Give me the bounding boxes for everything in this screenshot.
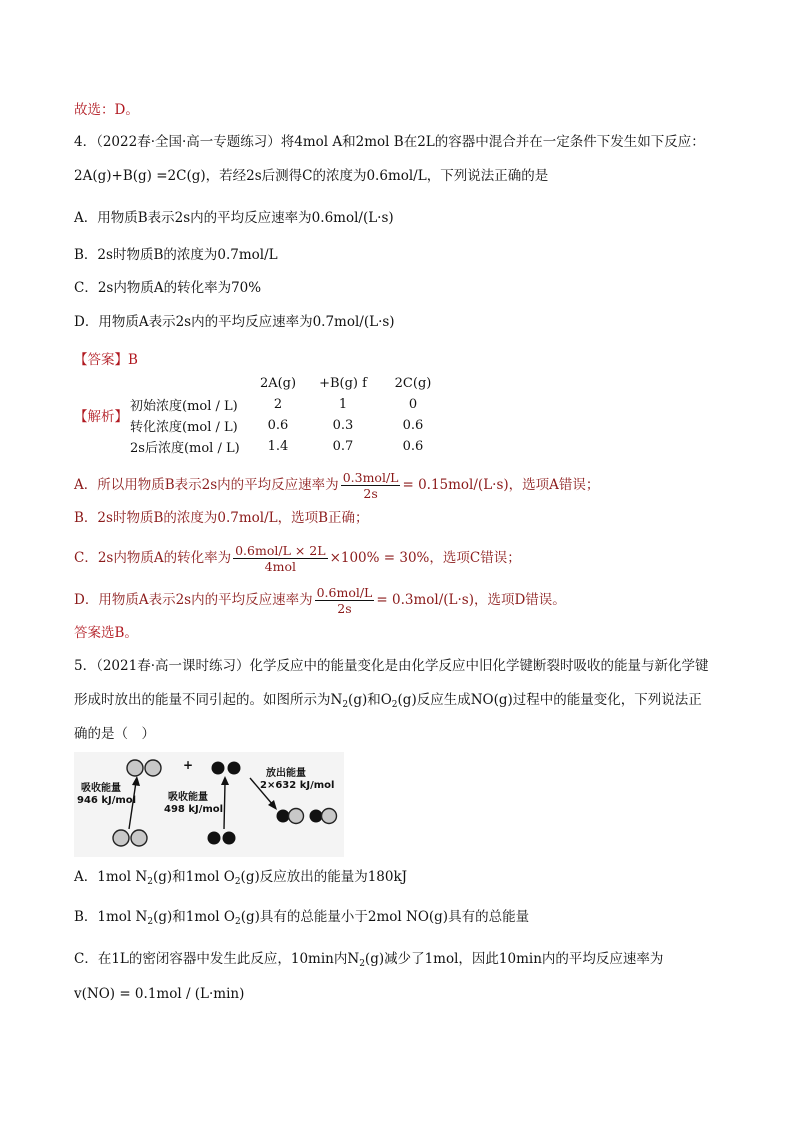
table-row: 初始浓度(mol / L) 2 1 0 bbox=[130, 397, 418, 414]
q5-option-c-line1: C．在1L的密闭容器中发生此反应，10min内$N_2(g)$减少了1mol，因此10min内的平均反应速率为 bbox=[74, 951, 664, 969]
fraction: $\frac{\text{0.3mol/L}}{2s}$ bbox=[342, 470, 399, 501]
energy-diagram bbox=[74, 752, 344, 857]
absorb-energy-label-1: 吸收能量 bbox=[81, 783, 121, 794]
q4-reaction-equation: 2A(g)+B(g) =2C(g) bbox=[74, 168, 206, 184]
q4-stem-line2 bbox=[74, 166, 548, 186]
q5-stem-line1: 5．（2021春·高一课时练习）化学反应中的能量变化是由化学反应中旧化学键断裂时吸收的能量与新化学键 bbox=[74, 658, 709, 674]
release-energy-value: 2×632 kJ/mol bbox=[260, 780, 335, 791]
plus-sign: + bbox=[183, 758, 194, 772]
final-answer: 答案选B。 bbox=[74, 625, 138, 641]
answer-value: B bbox=[128, 352, 138, 368]
q5-option-c-line2: v(NO) = 0.1mol / (L·min) bbox=[74, 986, 245, 1002]
q5-option-b: B．1mol $N_2(g)$和1mol $O_2(g)$具有的总能量小于2mol NO(g)具有的总能量 bbox=[74, 909, 530, 927]
q4-option-b: B．2s时物质B的浓度为0.7mol/L bbox=[74, 247, 278, 263]
solution-d: D．用物质A表示2s内的平均反应速率为 $\frac{\text{0.6mol/L}}{2s}$ = 0.3mol/(L·s)，选项D错误。 bbox=[74, 585, 566, 616]
reaction-table bbox=[130, 373, 448, 457]
fraction: $\frac{\text{0.6mol/L × 2L}}{\text{4mol}}$ bbox=[235, 543, 326, 574]
q5-stem-line2: 形成时放出的能量不同引起的。如图所示为$N_2(g)$和$O_2(g)$反应生成NO(g)过程中的能量变化，下列说法正 bbox=[74, 692, 702, 710]
q4-stem-rest: ，若经2s后测得C的浓度为0.6mol/L，下列说法正确的是 bbox=[205, 168, 549, 184]
previous-conclusion: 故选：D。 bbox=[74, 102, 139, 118]
q5-option-a: A．1mol $N_2(g)$和1mol $O_2(g)$反应放出的能量为180kJ bbox=[74, 869, 408, 887]
analysis-label: 【解析】 bbox=[74, 409, 128, 425]
solution-b: B．2s时物质B的浓度为0.7mol/L，选项B正确； bbox=[74, 510, 369, 526]
solution-a: A．所以用物质B表示2s内的平均反应速率为 $\frac{\text{0.3mol/L}}{2s}$ = 0.15mol/(L·s)，选项A错误； bbox=[74, 470, 600, 501]
absorb-energy-value-1: 946 kJ/mol bbox=[77, 795, 137, 806]
q4-option-c: C．2s内物质A的转化率为70% bbox=[74, 280, 262, 296]
fraction: $\frac{\text{0.6mol/L}}{2s}$ bbox=[316, 585, 373, 616]
absorb-energy-value-2: 498 kJ/mol bbox=[164, 804, 224, 815]
q4-answer bbox=[74, 350, 138, 370]
solution-c: C．2s内物质A的转化率为 $\frac{\text{0.6mol/L × 2L}}{\text{4mol}}$ ×100% = 30%，选项C错误； bbox=[74, 543, 521, 574]
release-energy-label: 放出能量 bbox=[266, 768, 306, 779]
answer-label: 【答案】 bbox=[74, 352, 128, 368]
table-row: 2s后浓度(mol / L) 1.4 0.7 0.6 bbox=[130, 439, 424, 456]
absorb-energy-label-2: 吸收能量 bbox=[168, 792, 208, 803]
table-row: 2A(g) +B(g) f 2C(g) bbox=[259, 376, 432, 391]
q4-option-d: D．用物质A表示2s内的平均反应速率为0.7mol/(L·s) bbox=[74, 314, 395, 330]
q5-stem-line3: 确的是（ ） bbox=[74, 726, 155, 742]
q4-stem-line1: 4．（2022春·全国·高一专题练习）将4mol A和2mol B在2L的容器中混合并在一定条件下发生如下反应： bbox=[74, 134, 705, 150]
q4-option-a: A．用物质B表示2s内的平均反应速率为0.6mol/(L·s) bbox=[74, 210, 394, 226]
table-row: 转化浓度(mol / L) 0.6 0.3 0.6 bbox=[130, 418, 424, 435]
